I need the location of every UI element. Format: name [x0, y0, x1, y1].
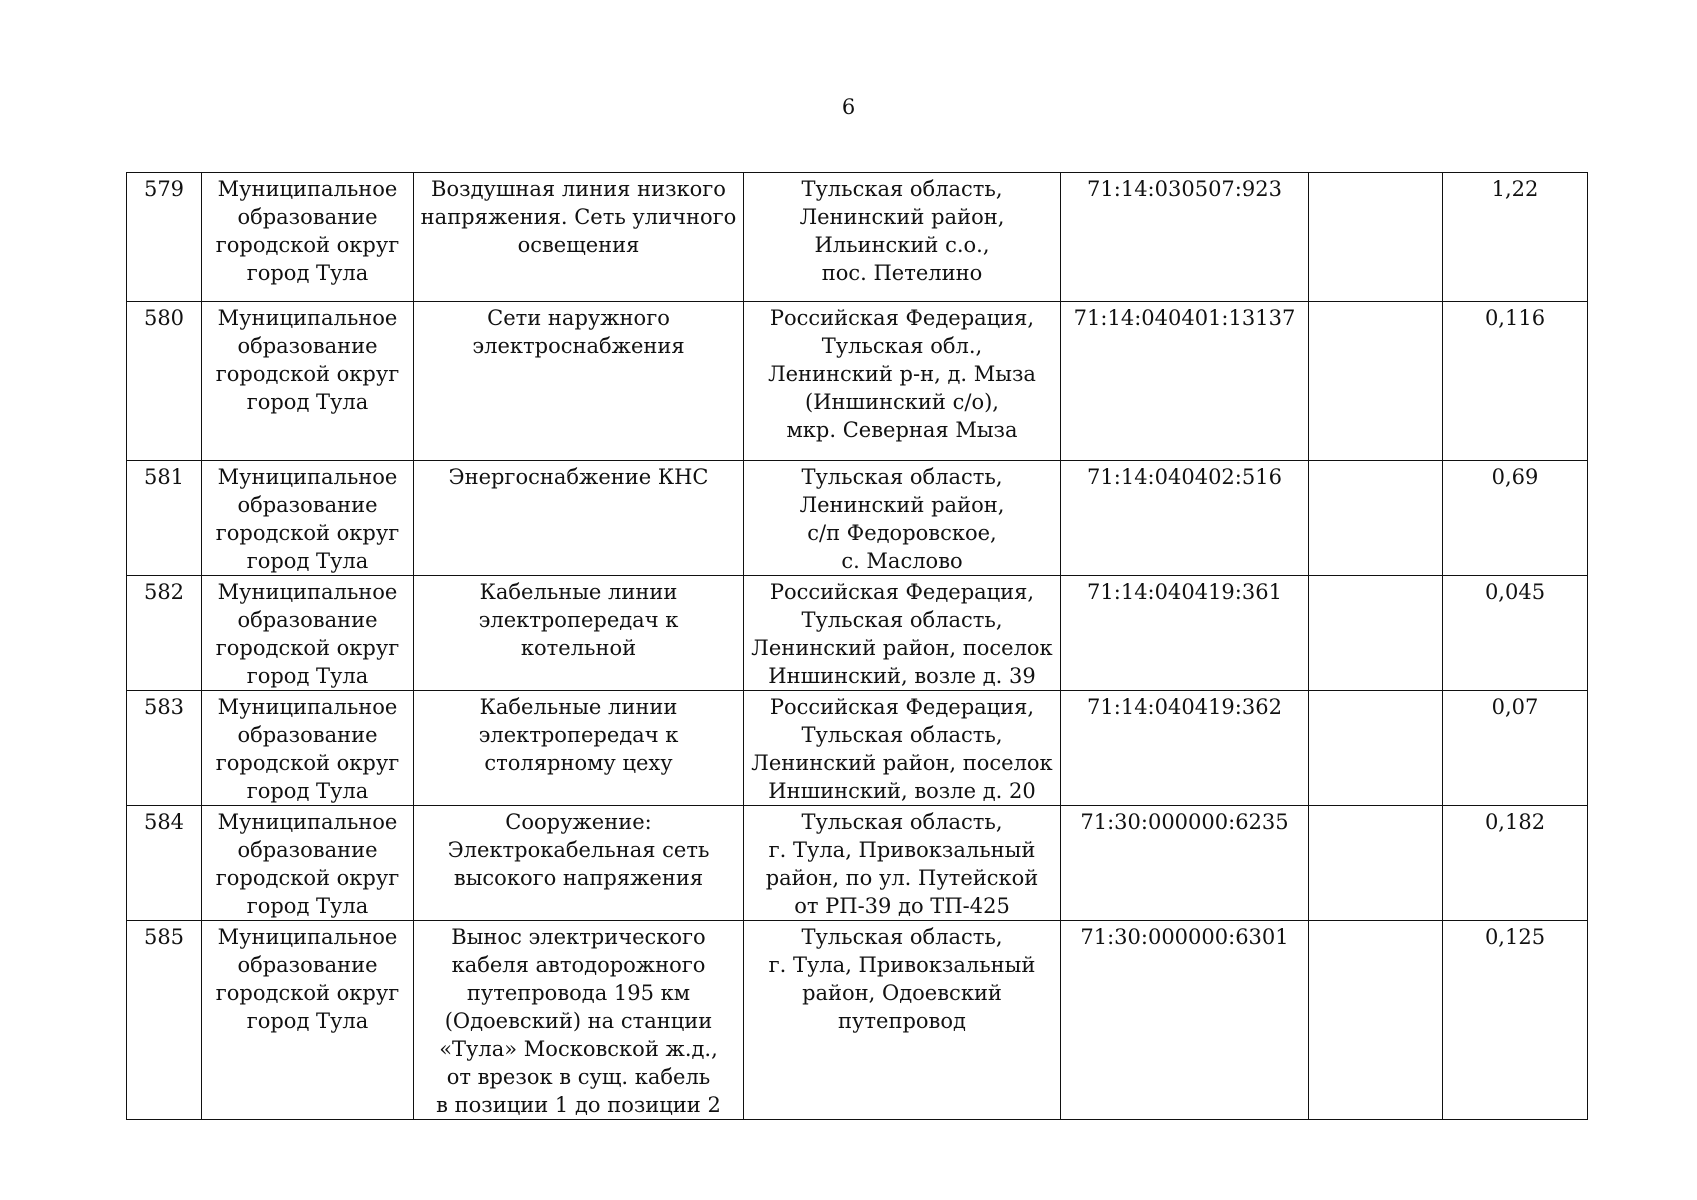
table-row [127, 576, 1588, 691]
property-registry-table [126, 172, 1588, 1120]
empty-cell [1309, 921, 1443, 1120]
empty-cell [1309, 461, 1443, 576]
address-cell: Тульская область, Ленинский район, с/п Федоровское, с. Маслово [744, 461, 1061, 576]
owner-cell: Муниципальное образование городской округ город Тула [202, 173, 414, 302]
address-cell: Российская Федерация, Тульская обл., Ленинский р-н, д. Мыза (Иншинский с/о), мкр. Северная Мыза [744, 302, 1061, 461]
owner-cell: Муниципальное образование городской округ город Тула [202, 691, 414, 806]
owner-cell: Муниципальное образование городской округ город Тула [202, 806, 414, 921]
cadastral-number-cell: 71:14:040402:516 [1061, 461, 1309, 576]
table-row [127, 302, 1588, 461]
row-number: 579 [127, 173, 202, 302]
value-cell: 0,125 [1443, 921, 1588, 1120]
cadastral-number-cell: 71:30:000000:6235 [1061, 806, 1309, 921]
address-cell: Тульская область, г. Тула, Привокзальный район, Одоевский путепровод [744, 921, 1061, 1120]
row-number: 582 [127, 576, 202, 691]
cadastral-number-cell: 71:14:040419:362 [1061, 691, 1309, 806]
address-cell: Российская Федерация, Тульская область, Ленинский район, поселок Иншинский, возле д. 39 [744, 576, 1061, 691]
row-number: 584 [127, 806, 202, 921]
empty-cell [1309, 691, 1443, 806]
row-number: 583 [127, 691, 202, 806]
owner-cell: Муниципальное образование городской округ город Тула [202, 461, 414, 576]
cadastral-number-cell: 71:14:040401:13137 [1061, 302, 1309, 461]
empty-cell [1309, 173, 1443, 302]
object-name-cell: Энергоснабжение КНС [414, 461, 744, 576]
object-name-cell: Воздушная линия низкого напряжения. Сеть уличного освещения [414, 173, 744, 302]
table-row [127, 921, 1588, 1120]
value-cell: 1,22 [1443, 173, 1588, 302]
owner-cell: Муниципальное образование городской округ город Тула [202, 302, 414, 461]
table-row [127, 806, 1588, 921]
value-cell: 0,182 [1443, 806, 1588, 921]
empty-cell [1309, 576, 1443, 691]
cadastral-number-cell: 71:14:040419:361 [1061, 576, 1309, 691]
value-cell: 0,045 [1443, 576, 1588, 691]
object-name-cell: Вынос электрического кабеля автодорожного путепровода 195 км (Одоевский) на станции «Тула» Московской ж.д., от врезок в сущ. кабель в позиции 1 до позиции 2 [414, 921, 744, 1120]
owner-cell: Муниципальное образование городской округ город Тула [202, 576, 414, 691]
address-cell: Российская Федерация, Тульская область, Ленинский район, поселок Иншинский, возле д. 20 [744, 691, 1061, 806]
object-name-cell: Сети наружного электроснабжения [414, 302, 744, 461]
cadastral-number-cell: 71:14:030507:923 [1061, 173, 1309, 302]
row-number: 585 [127, 921, 202, 1120]
value-cell: 0,69 [1443, 461, 1588, 576]
row-number: 580 [127, 302, 202, 461]
value-cell: 0,116 [1443, 302, 1588, 461]
cadastral-number-cell: 71:30:000000:6301 [1061, 921, 1309, 1120]
row-number: 581 [127, 461, 202, 576]
address-cell: Тульская область, Ленинский район, Ильинский с.о., пос. Петелино [744, 173, 1061, 302]
page-number: 6 [841, 95, 856, 119]
table-row [127, 691, 1588, 806]
empty-cell [1309, 806, 1443, 921]
empty-cell [1309, 302, 1443, 461]
address-cell: Тульская область, г. Тула, Привокзальный район, по ул. Путейской от РП-39 до ТП-425 [744, 806, 1061, 921]
owner-cell: Муниципальное образование городской округ город Тула [202, 921, 414, 1120]
value-cell: 0,07 [1443, 691, 1588, 806]
object-name-cell: Кабельные линии электропередач к котельной [414, 576, 744, 691]
table-row [127, 173, 1588, 302]
object-name-cell: Сооружение: Электрокабельная сеть высокого напряжения [414, 806, 744, 921]
table-row [127, 461, 1588, 576]
object-name-cell: Кабельные линии электропередач к столярному цеху [414, 691, 744, 806]
